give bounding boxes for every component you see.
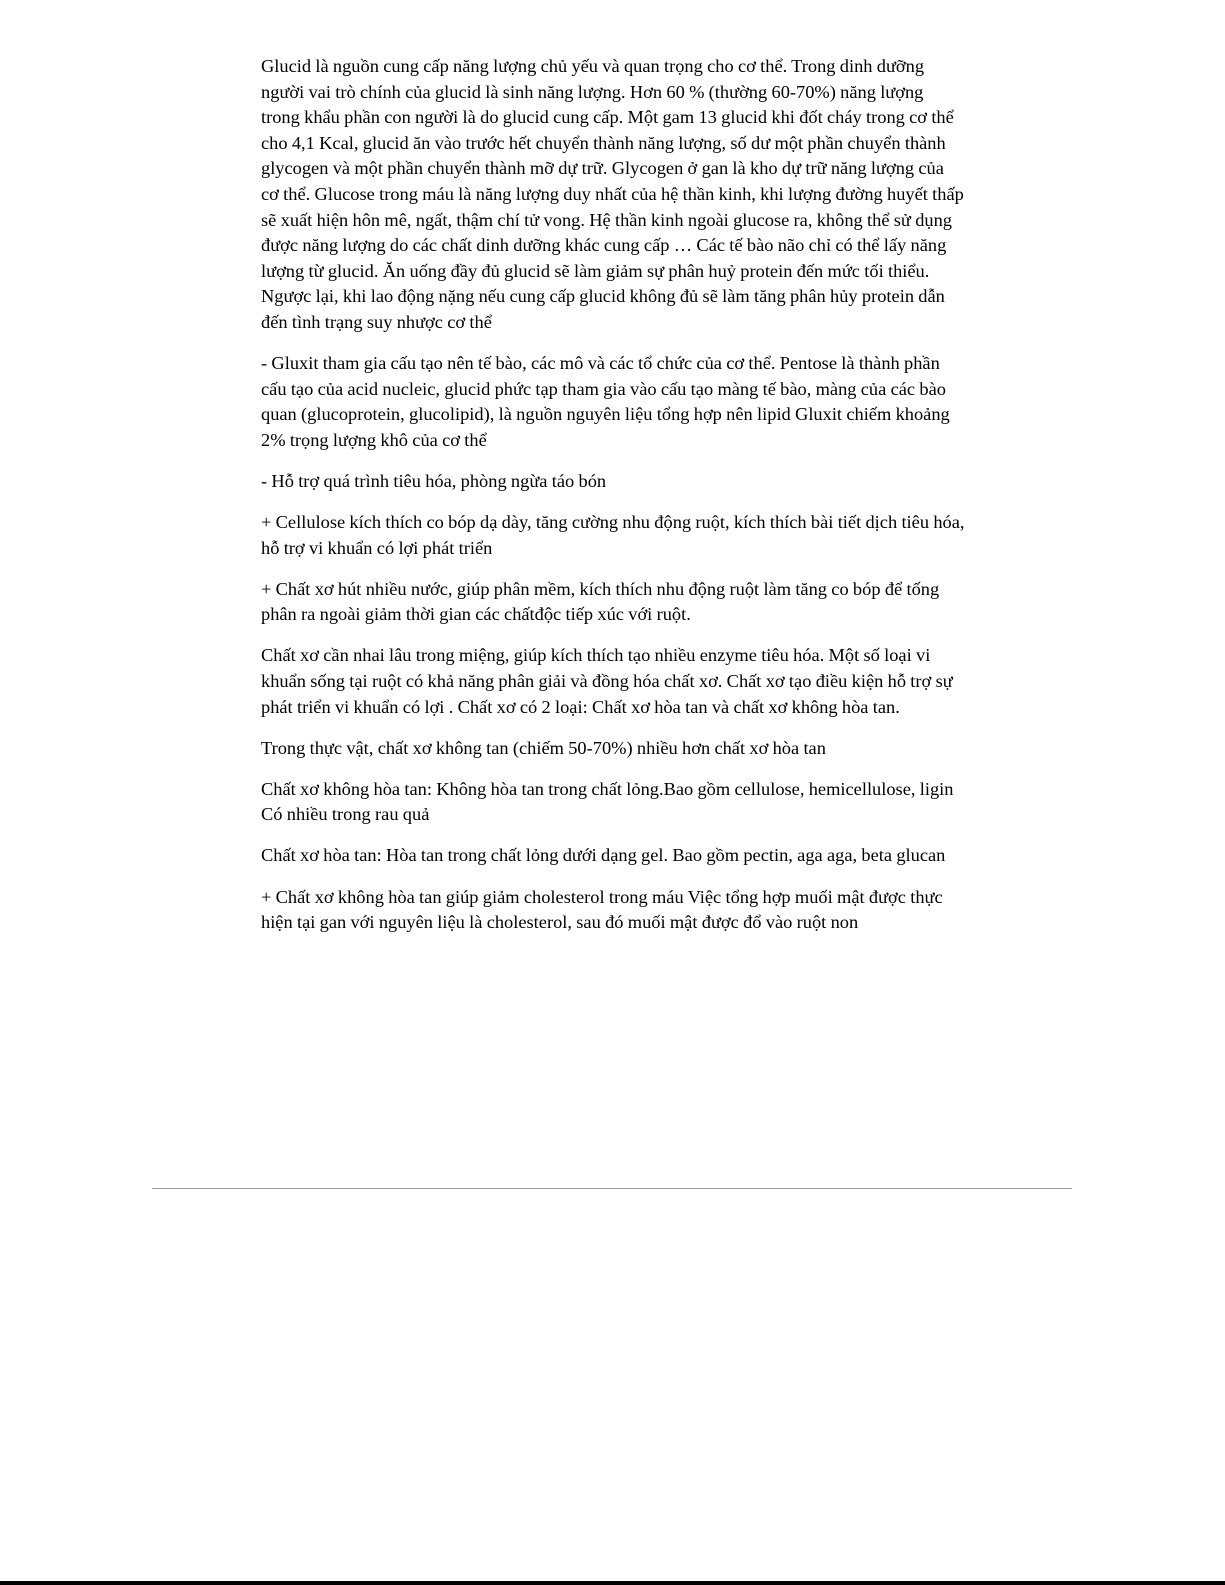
paragraph-plant-fiber: Trong thực vật, chất xơ không tan (chiếm 50-70%) nhiều hơn chất xơ hòa tan — [261, 737, 826, 758]
paragraph-fiber-water: + Chất xơ hút nhiều nước, giúp phân mềm, kích thích nhu động ruột làm tăng co bóp để tống phân ra ngoài giảm thời gian các chấtđộc tiếp xúc với ruột. — [261, 578, 940, 625]
paragraph-digestion-support: - Hỗ trợ quá trình tiêu hóa, phòng ngừa táo bón — [261, 470, 607, 491]
paragraph-insoluble-fiber: Chất xơ không hòa tan: Không hòa tan trong chất lỏng.Bao gồm cellulose, hemicellulose, ligin Có nhiều trong rau quả — [261, 778, 954, 825]
paragraph-fiber-chewing: Chất xơ cần nhai lâu trong miệng, giúp kích thích tạo nhiều enzyme tiêu hóa. Một số loại vi khuẩn sống tại ruột có khả năng phân giải và đồng hóa chất xơ. Chất xơ tạo điều kiện hỗ trợ sự phát triển vi khuẩn có lợi . Chất xơ có 2 loại: Chất xơ hòa tan và chất xơ không hòa tan. — [261, 645, 953, 717]
page-divider — [152, 1188, 1072, 1189]
paragraph-cholesterol: + Chất xơ không hòa tan giúp giảm cholesterol trong máu Việc tổng hợp muối mật được thực hiện tại gan với nguyên liệu là cholesterol, sau đó muối mật được đổ vào ruột non — [261, 886, 943, 933]
bottom-edge-bar — [0, 1581, 1225, 1585]
document-body — [261, 54, 966, 951]
paragraph-soluble-fiber: Chất xơ hòa tan: Hòa tan trong chất lỏng dưới dạng gel. Bao gồm pectin, aga aga, beta glucan — [261, 845, 946, 866]
paragraph-cellulose: + Cellulose kích thích co bóp dạ dày, tăng cường nhu động ruột, kích thích bài tiết dịch tiêu hóa, hỗ trợ vi khuẩn có lợi phát triển — [261, 512, 965, 558]
paragraph-gluxit-structure: - Gluxit tham gia cấu tạo nên tế bào, các mô và các tổ chức của cơ thể. Pentose là thành phần cấu tạo của acid nucleic, glucid phức tạp tham gia vào cấu tạo màng tế bào, màng của các bào quan (glucoprotein, glucolipid), là nguồn nguyên liệu tổng hợp nên lipid Gluxit chiếm khoảng 2% trọng lượng khô của cơ thể — [261, 353, 950, 450]
paragraph-glucid-energy: Glucid là nguồn cung cấp năng lượng chủ yếu và quan trọng cho cơ thể. Trong dinh dưỡng người vai trò chính của glucid là sinh năng lượng. Hơn 60 % (thường 60-70%) năng lượng trong khẩu phần con người là do glucid cung cấp. Một gam 13 glucid khi đốt cháy trong cơ thể cho 4,1 Kcal, glucid ăn vào trước hết chuyển thành năng lượng, số dư một phần chuyển thành glycogen và một phần chuyển thành mỡ dự trữ. Glycogen ở gan là kho dự trữ năng lượng của cơ thể. Glucose trong máu là năng lượng duy nhất của hệ thần kinh, khi lượng đường huyết thấp sẽ xuất hiện hôn mê, ngất, thậm chí tử vong. Hệ thần kinh ngoài glucose ra, không thể sử dụng được năng lượng do các chất dinh dưỡng khác cung cấp … Các tế bào não chỉ có thể lấy năng lượng từ glucid. Ăn uống đầy đủ glucid sẽ làm giảm sự phân huỷ protein đến mức tối thiểu. Ngược lại, khi lao động nặng nếu cung cấp glucid không đủ sẽ làm tăng phân hủy protein dẫn đến tình trạng suy nhược cơ thể — [261, 56, 964, 332]
